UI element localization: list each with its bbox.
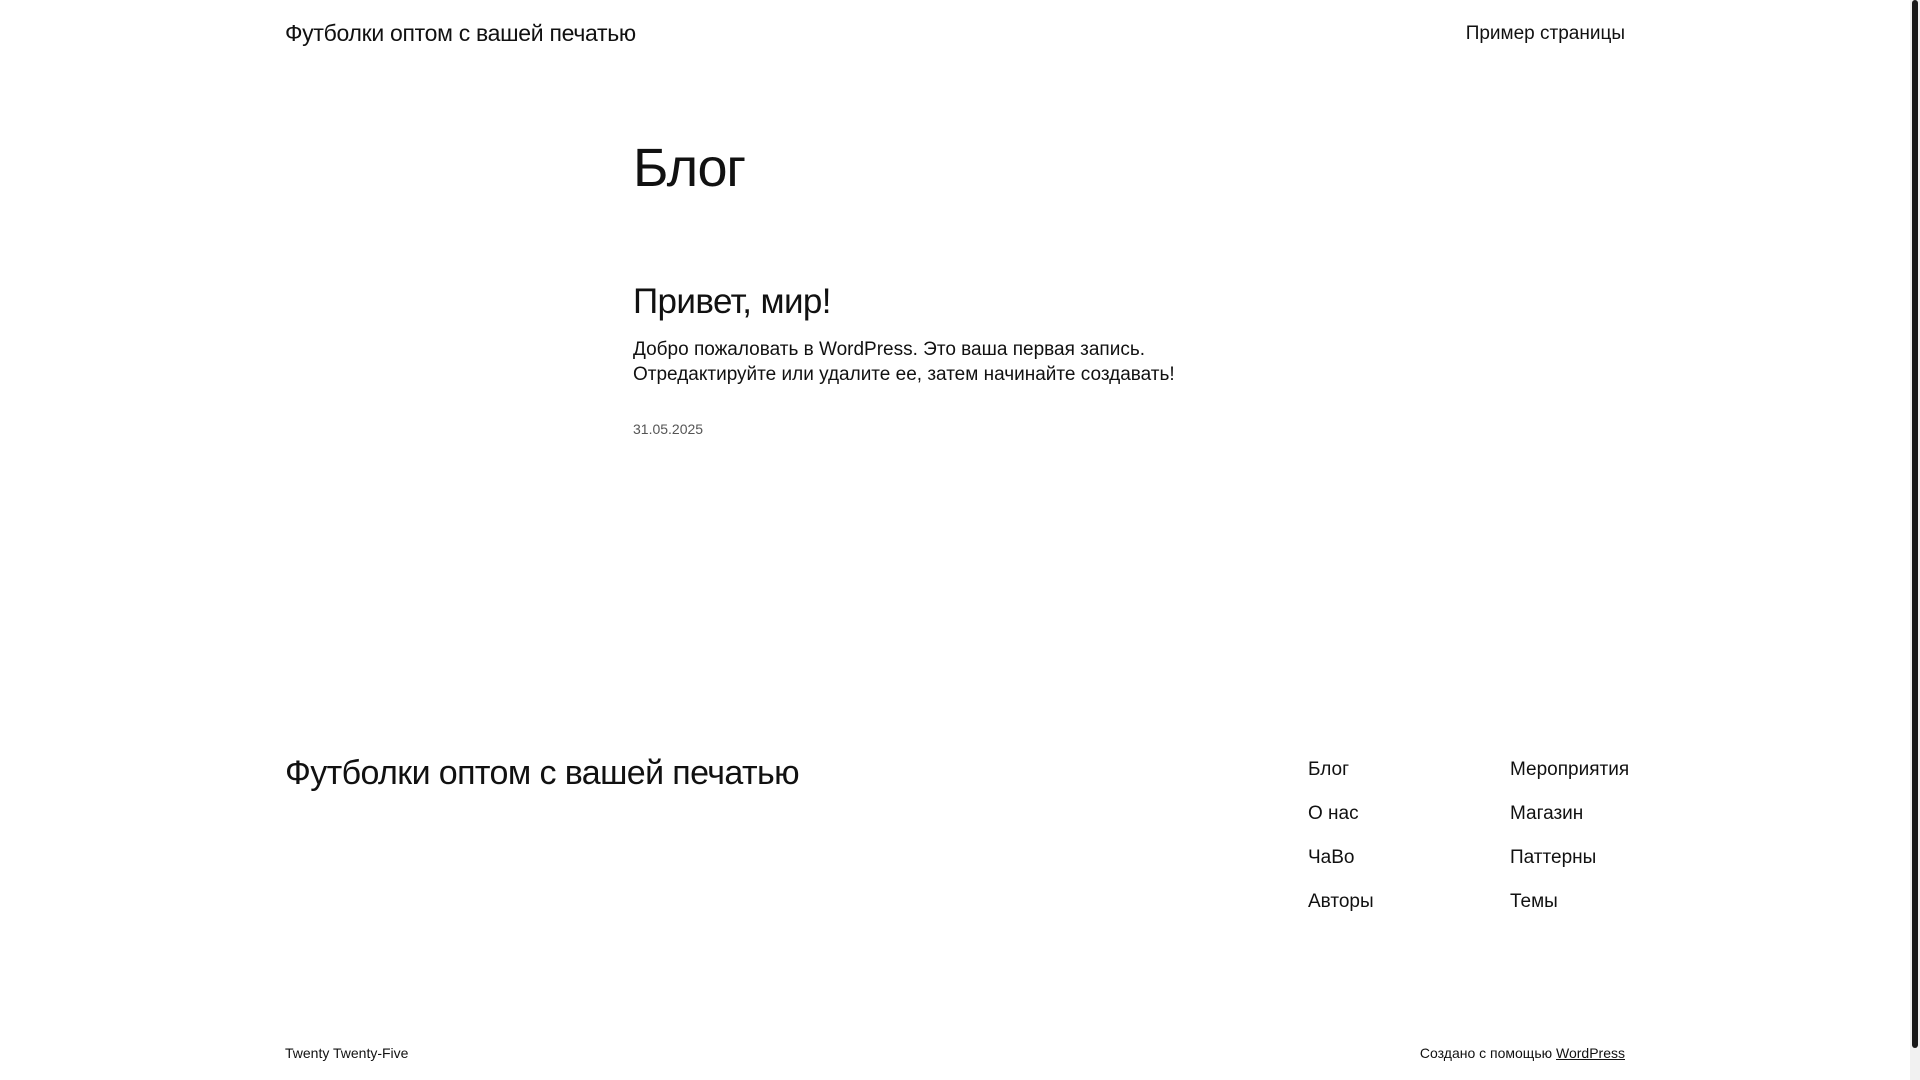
- post-excerpt: Добро пожаловать в WordPress. Это ваша первая запись. Отредактируйте или удалите ее, затем начинайте создавать!: [633, 339, 1175, 385]
- footer-link-blog[interactable]: Блог: [1308, 759, 1350, 780]
- site-title-link[interactable]: Футболки оптом с вашей печатью: [285, 20, 636, 46]
- post-date[interactable]: 31.05.2025: [633, 421, 704, 437]
- footer-credit: [1420, 1045, 1625, 1061]
- page-title: Блог: [633, 138, 745, 198]
- footer-theme-name: Twenty Twenty-Five: [285, 1045, 409, 1061]
- footer-nav-column-1: [1308, 758, 1374, 934]
- nav-link-sample-page[interactable]: Пример страницы: [1465, 23, 1625, 44]
- footer-link-authors[interactable]: Авторы: [1308, 891, 1374, 912]
- footer-link-patterns[interactable]: Паттерны: [1510, 847, 1597, 868]
- footer-link-events[interactable]: Мероприятия: [1510, 759, 1630, 780]
- wordpress-link[interactable]: WordPress: [1556, 1045, 1625, 1061]
- footer-link-themes[interactable]: Темы: [1510, 891, 1558, 912]
- post-title-link[interactable]: Привет, мир!: [633, 282, 831, 321]
- footer-link-about[interactable]: О нас: [1308, 803, 1359, 824]
- footer-site-title-link[interactable]: Футболки оптом с вашей печатью: [285, 754, 799, 792]
- footer-nav-column-2: [1510, 758, 1629, 934]
- scrollbar-thumb[interactable]: [1912, 0, 1918, 1048]
- footer-link-shop[interactable]: Магазин: [1510, 803, 1584, 824]
- page-scrollbar[interactable]: [1910, 0, 1920, 1080]
- footer-link-faq[interactable]: ЧаВо: [1308, 847, 1355, 868]
- footer-credit-text: Создано с помощью: [1419, 1045, 1553, 1061]
